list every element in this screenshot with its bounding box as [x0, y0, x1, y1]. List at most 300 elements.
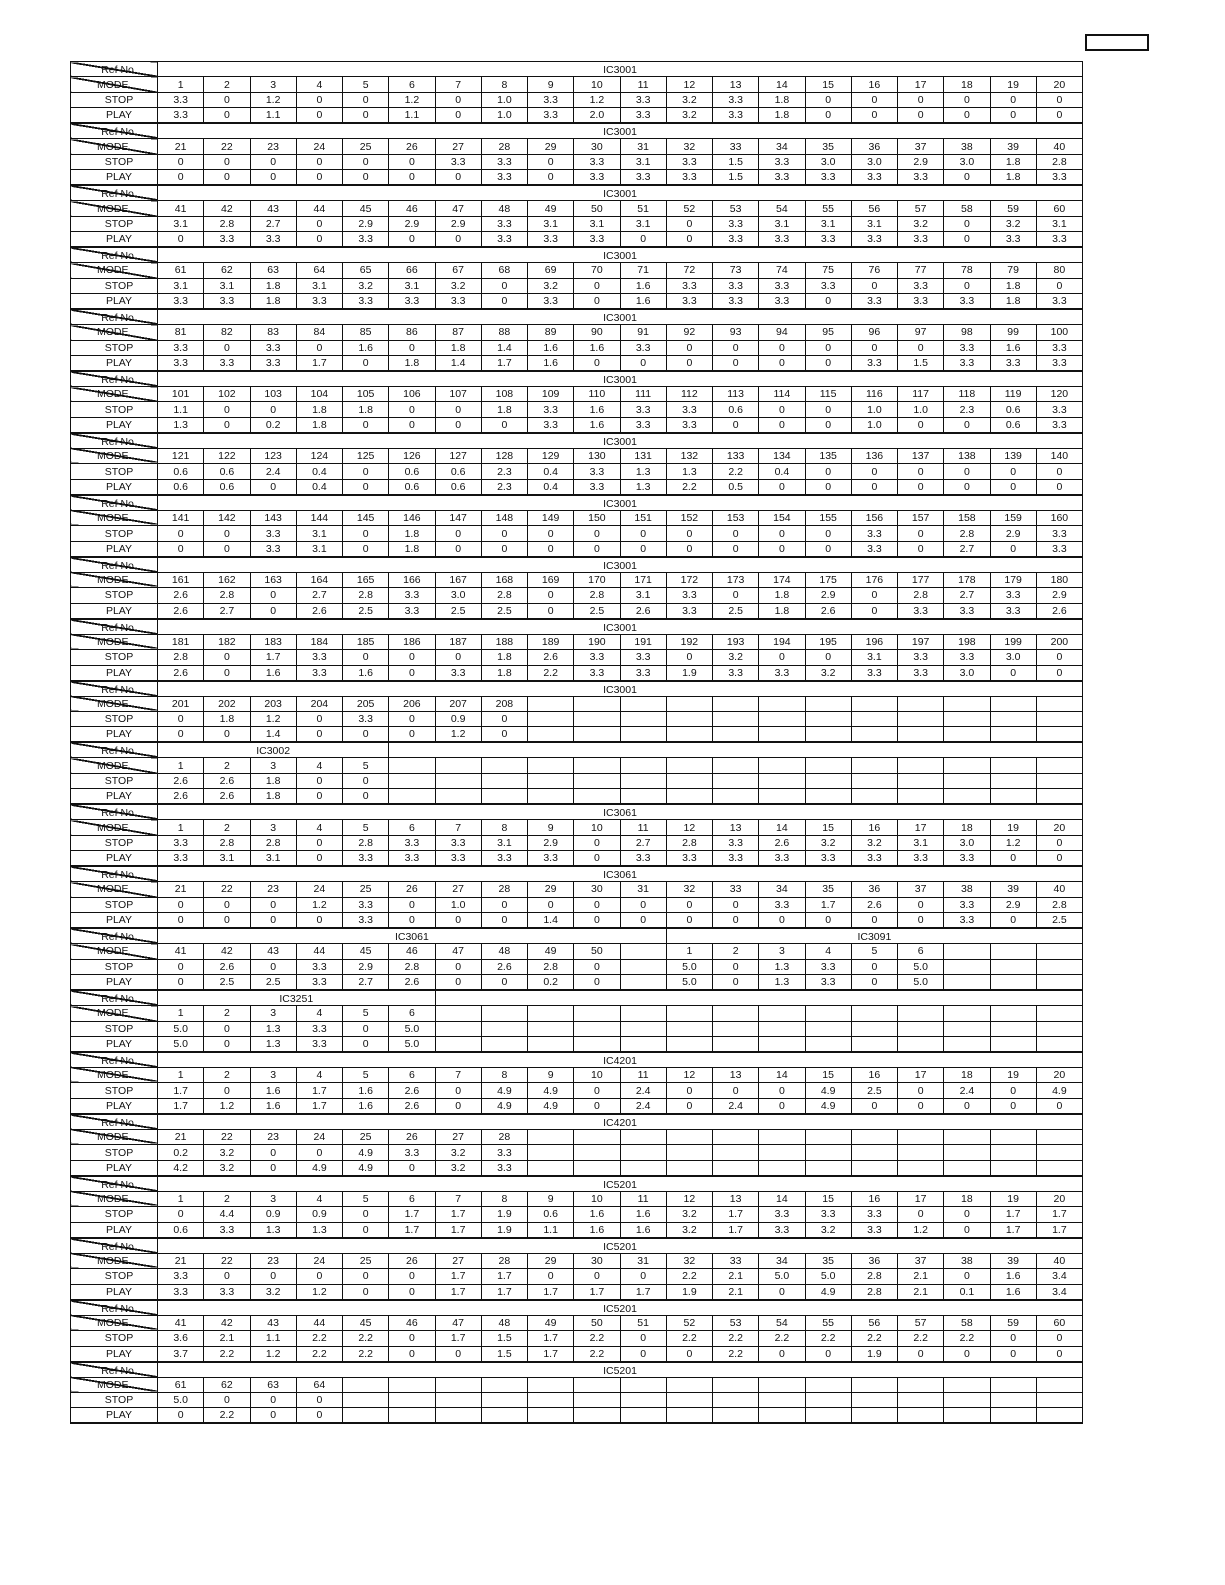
pin-number-cell: 3 — [759, 944, 805, 959]
pin-number-cell: 201 — [158, 696, 204, 711]
ic-ref-label: IC3001 — [158, 681, 1083, 696]
stop-voltage-cell: 1.0 — [898, 402, 944, 417]
play-voltage-cell: 3.3 — [528, 108, 574, 124]
stop-voltage-cell: 0 — [389, 1269, 435, 1284]
pin-number-cell: 136 — [851, 448, 897, 463]
pin-number-cell: 26 — [389, 1253, 435, 1268]
ic-ref-label: IC3091 — [666, 928, 1082, 943]
pin-number-cell — [481, 758, 527, 773]
play-voltage-cell: 0 — [1036, 665, 1082, 681]
play-voltage-cell: 0 — [481, 727, 527, 743]
play-voltage-cell — [759, 1037, 805, 1053]
pin-number-cell: 42 — [204, 1315, 250, 1330]
stop-voltage-cell: 2.5 — [851, 1083, 897, 1098]
pin-number-cell: 41 — [158, 201, 204, 216]
pin-number-cell — [620, 944, 666, 959]
play-voltage-cell: 3.3 — [158, 294, 204, 310]
pin-number-cell: 89 — [528, 325, 574, 340]
pin-number-cell: 115 — [805, 387, 851, 402]
pin-number-cell: 23 — [250, 1253, 296, 1268]
pin-number-cell: 171 — [620, 572, 666, 587]
play-voltage-cell: 1.8 — [250, 294, 296, 310]
pin-number-cell: 101 — [158, 387, 204, 402]
stop-voltage-cell: 1.2 — [389, 92, 435, 107]
play-voltage-cell — [713, 1160, 759, 1176]
ref-no-label: Ref No. — [71, 681, 158, 696]
play-voltage-cell: 3.3 — [574, 665, 620, 681]
play-voltage-cell — [898, 789, 944, 805]
play-voltage-cell — [713, 789, 759, 805]
page-number-box — [1085, 34, 1149, 51]
ref-no-label: Ref No. — [71, 1176, 158, 1191]
stop-voltage-cell: 1.0 — [851, 402, 897, 417]
pin-number-cell: 35 — [805, 882, 851, 897]
play-voltage-cell: 3.3 — [944, 294, 990, 310]
pin-number-cell — [713, 1006, 759, 1021]
stop-voltage-cell — [944, 959, 990, 974]
stop-voltage-cell: 2.2 — [805, 1331, 851, 1346]
ic-ref-label: IC3061 — [158, 804, 1083, 819]
pin-number-cell: 20 — [1036, 820, 1082, 835]
pin-number-cell: 194 — [759, 634, 805, 649]
stop-voltage-cell: 0.9 — [250, 1207, 296, 1222]
play-voltage-cell: 0 — [759, 1098, 805, 1114]
pin-number-cell: 31 — [620, 882, 666, 897]
play-voltage-cell — [944, 789, 990, 805]
pin-number-cell — [805, 1377, 851, 1392]
play-voltage-cell: 3.3 — [990, 603, 1036, 619]
pin-number-cell: 1 — [158, 1191, 204, 1206]
stop-voltage-cell — [713, 1392, 759, 1407]
play-voltage-cell: 0.6 — [158, 1222, 204, 1238]
stop-voltage-cell: 3.1 — [1036, 216, 1082, 231]
ref-no-row — [71, 804, 1083, 819]
stop-voltage-cell: 0 — [713, 897, 759, 912]
stop-voltage-cell: 2.2 — [713, 464, 759, 479]
pin-number-cell: 113 — [713, 387, 759, 402]
play-voltage-cell: 0 — [713, 541, 759, 557]
stop-voltage-cell — [1036, 1021, 1082, 1036]
play-voltage-cell: 0 — [1036, 108, 1082, 124]
pin-number-cell: 53 — [713, 201, 759, 216]
mode-label: MODE — [71, 944, 158, 959]
ref-no-row — [71, 433, 1083, 448]
play-voltage-cell — [528, 1037, 574, 1053]
stop-voltage-cell: 0 — [435, 402, 481, 417]
pin-number-cell: 65 — [343, 263, 389, 278]
play-voltage-cell — [389, 789, 435, 805]
stop-voltage-cell — [944, 1021, 990, 1036]
play-voltage-cell: 3.3 — [1036, 356, 1082, 372]
pin-number-cell: 159 — [990, 510, 1036, 525]
stop-voltage-cell: 0 — [343, 154, 389, 169]
pin-number-cell: 57 — [898, 1315, 944, 1330]
play-voltage-cell: 2.6 — [204, 789, 250, 805]
pin-number-cell: 12 — [666, 77, 712, 92]
stop-voltage-cell: 0 — [158, 712, 204, 727]
play-voltage-cell: 0 — [435, 108, 481, 124]
pin-number-cell: 108 — [481, 387, 527, 402]
play-voltage-cell: 2.5 — [1036, 913, 1082, 929]
play-voltage-cell: 0 — [666, 232, 712, 248]
play-voltage-cell: 1.6 — [574, 1222, 620, 1238]
pin-number-cell: 58 — [944, 1315, 990, 1330]
ic-ref-label: IC3002 — [158, 742, 389, 757]
mode-row — [71, 1315, 1083, 1330]
stop-voltage-cell: 0 — [666, 1083, 712, 1098]
pin-number-cell: 9 — [528, 77, 574, 92]
play-label: PLAY — [71, 975, 158, 991]
stop-voltage-cell: 0 — [435, 92, 481, 107]
stop-voltage-cell: 0 — [528, 526, 574, 541]
stop-label: STOP — [71, 1207, 158, 1222]
play-voltage-cell: 1.8 — [389, 541, 435, 557]
stop-voltage-cell: 0.2 — [158, 1145, 204, 1160]
play-voltage-cell: 3.2 — [435, 1160, 481, 1176]
pin-number-cell: 23 — [250, 882, 296, 897]
play-row — [71, 603, 1083, 619]
play-voltage-cell: 0 — [343, 1284, 389, 1300]
stop-voltage-cell: 2.2 — [666, 1331, 712, 1346]
stop-voltage-cell: 3.1 — [389, 278, 435, 293]
stop-voltage-cell: 3.2 — [528, 278, 574, 293]
pin-number-cell: 1 — [158, 1067, 204, 1082]
stop-voltage-cell: 0 — [713, 1083, 759, 1098]
stop-voltage-cell — [944, 1392, 990, 1407]
pin-number-cell: 92 — [666, 325, 712, 340]
pin-number-cell: 28 — [481, 139, 527, 154]
pin-number-cell: 193 — [713, 634, 759, 649]
stop-voltage-cell: 1.8 — [204, 712, 250, 727]
play-voltage-cell: 3.3 — [759, 294, 805, 310]
pin-number-cell: 23 — [250, 1129, 296, 1144]
ref-no-row — [71, 371, 1083, 386]
play-voltage-cell: 0 — [343, 417, 389, 433]
pin-number-cell — [528, 1377, 574, 1392]
mode-row — [71, 944, 1083, 959]
stop-voltage-cell: 0 — [1036, 1331, 1082, 1346]
stop-voltage-cell — [990, 712, 1036, 727]
pin-number-cell: 60 — [1036, 1315, 1082, 1330]
stop-voltage-cell — [389, 773, 435, 788]
stop-voltage-cell: 3.3 — [481, 154, 527, 169]
play-voltage-cell: 3.3 — [805, 170, 851, 186]
pin-number-cell: 93 — [713, 325, 759, 340]
stop-voltage-cell — [759, 1145, 805, 1160]
play-voltage-cell: 3.3 — [620, 108, 666, 124]
pin-number-cell: 19 — [990, 1067, 1036, 1082]
play-voltage-cell: 3.3 — [435, 294, 481, 310]
stop-voltage-cell: 1.8 — [250, 773, 296, 788]
play-voltage-cell: 1.0 — [851, 417, 897, 433]
pin-number-cell: 52 — [666, 201, 712, 216]
play-voltage-cell: 2.6 — [1036, 603, 1082, 619]
stop-voltage-cell: 3.2 — [666, 1207, 712, 1222]
stop-voltage-cell: 3.3 — [666, 278, 712, 293]
play-voltage-cell: 0.6 — [435, 479, 481, 495]
play-voltage-cell: 1.7 — [620, 1284, 666, 1300]
pin-number-cell: 152 — [666, 510, 712, 525]
play-voltage-cell: 4.9 — [296, 1160, 342, 1176]
play-voltage-cell: 3.3 — [851, 170, 897, 186]
stop-voltage-cell: 5.0 — [158, 1392, 204, 1407]
pin-number-cell — [805, 696, 851, 711]
stop-voltage-cell: 1.7 — [1036, 1207, 1082, 1222]
stop-voltage-cell — [944, 1145, 990, 1160]
play-voltage-cell: 2.8 — [851, 1284, 897, 1300]
play-voltage-cell: 3.3 — [713, 294, 759, 310]
mode-row — [71, 1191, 1083, 1206]
play-voltage-cell: 1.6 — [990, 1284, 1036, 1300]
pin-number-cell: 4 — [296, 1191, 342, 1206]
stop-voltage-cell — [759, 773, 805, 788]
stop-voltage-cell: 0 — [296, 340, 342, 355]
play-voltage-cell: 0 — [805, 417, 851, 433]
play-voltage-cell: 0 — [805, 541, 851, 557]
pin-number-cell: 28 — [481, 1129, 527, 1144]
play-voltage-cell — [1036, 1160, 1082, 1176]
stop-voltage-cell: 3.2 — [435, 1145, 481, 1160]
stop-voltage-cell: 0 — [1036, 92, 1082, 107]
stop-voltage-cell: 2.8 — [158, 650, 204, 665]
stop-voltage-cell: 0 — [343, 464, 389, 479]
play-voltage-cell: 0 — [389, 727, 435, 743]
play-voltage-cell: 0 — [158, 1408, 204, 1424]
pin-number-cell: 144 — [296, 510, 342, 525]
play-voltage-cell: 3.3 — [296, 1037, 342, 1053]
pin-number-cell: 145 — [343, 510, 389, 525]
play-voltage-cell: 0 — [389, 1346, 435, 1362]
stop-voltage-cell: 3.3 — [528, 402, 574, 417]
pin-number-cell: 3 — [250, 758, 296, 773]
stop-label: STOP — [71, 835, 158, 850]
play-voltage-cell — [481, 789, 527, 805]
play-voltage-cell: 3.3 — [389, 851, 435, 867]
pin-number-cell: 176 — [851, 572, 897, 587]
stop-voltage-cell: 2.8 — [666, 835, 712, 850]
pin-number-cell: 24 — [296, 139, 342, 154]
play-voltage-cell: 3.3 — [204, 1222, 250, 1238]
pin-number-cell: 52 — [666, 1315, 712, 1330]
stop-voltage-cell: 0.6 — [204, 464, 250, 479]
play-voltage-cell: 2.5 — [204, 975, 250, 991]
stop-voltage-cell: 0 — [759, 1083, 805, 1098]
play-voltage-cell: 1.4 — [250, 727, 296, 743]
pin-number-cell — [759, 1006, 805, 1021]
play-voltage-cell: 1.3 — [250, 1222, 296, 1238]
play-voltage-cell: 0.6 — [389, 479, 435, 495]
stop-voltage-cell: 0 — [528, 1269, 574, 1284]
stop-voltage-cell: 3.1 — [851, 216, 897, 231]
play-voltage-cell: 0 — [296, 851, 342, 867]
stop-voltage-cell: 3.3 — [481, 216, 527, 231]
pin-number-cell: 104 — [296, 387, 342, 402]
ref-no-label: Ref No. — [71, 1238, 158, 1253]
play-label: PLAY — [71, 727, 158, 743]
play-voltage-cell: 2.7 — [944, 541, 990, 557]
ref-no-label: Ref No. — [71, 185, 158, 200]
stop-voltage-cell: 1.7 — [435, 1331, 481, 1346]
stop-voltage-cell: 1.2 — [296, 897, 342, 912]
stop-voltage-cell: 0 — [713, 959, 759, 974]
pin-number-cell: 203 — [250, 696, 296, 711]
stop-voltage-cell: 1.0 — [435, 897, 481, 912]
pin-number-cell: 14 — [759, 1067, 805, 1082]
pin-number-cell: 196 — [851, 634, 897, 649]
stop-voltage-cell: 0 — [389, 897, 435, 912]
play-voltage-cell: 1.6 — [250, 665, 296, 681]
play-voltage-cell — [898, 1037, 944, 1053]
pin-number-cell: 4 — [296, 758, 342, 773]
play-voltage-cell: 0 — [990, 913, 1036, 929]
play-voltage-cell — [944, 1037, 990, 1053]
play-voltage-cell: 3.3 — [805, 851, 851, 867]
stop-voltage-cell: 1.2 — [990, 835, 1036, 850]
stop-voltage-cell: 5.0 — [898, 959, 944, 974]
pin-number-cell: 48 — [481, 201, 527, 216]
stop-voltage-cell — [898, 712, 944, 727]
stop-voltage-cell — [435, 1021, 481, 1036]
stop-label: STOP — [71, 92, 158, 107]
pin-number-cell: 114 — [759, 387, 805, 402]
play-row — [71, 170, 1083, 186]
pin-number-cell — [805, 1129, 851, 1144]
play-voltage-cell: 3.3 — [898, 851, 944, 867]
pin-number-cell: 116 — [851, 387, 897, 402]
stop-row — [71, 278, 1083, 293]
ic-ref-label: IC3001 — [158, 247, 1083, 262]
stop-voltage-cell: 3.3 — [713, 92, 759, 107]
pin-number-cell: 138 — [944, 448, 990, 463]
pin-number-cell: 197 — [898, 634, 944, 649]
play-voltage-cell: 0 — [435, 541, 481, 557]
play-voltage-cell: 0.4 — [528, 479, 574, 495]
play-voltage-cell: 1.7 — [528, 1346, 574, 1362]
play-row — [71, 851, 1083, 867]
play-voltage-cell — [805, 1037, 851, 1053]
stop-voltage-cell: 0 — [296, 216, 342, 231]
play-voltage-cell — [435, 1408, 481, 1424]
play-voltage-cell: 0 — [851, 108, 897, 124]
play-voltage-cell — [713, 1408, 759, 1424]
stop-voltage-cell: 0 — [898, 897, 944, 912]
pin-number-cell — [759, 1129, 805, 1144]
stop-voltage-cell: 1.9 — [481, 1207, 527, 1222]
play-voltage-cell — [666, 1408, 712, 1424]
play-voltage-cell: 3.3 — [389, 603, 435, 619]
play-voltage-cell: 1.8 — [296, 417, 342, 433]
pin-number-cell — [851, 1129, 897, 1144]
stop-row — [71, 1331, 1083, 1346]
pin-number-cell: 11 — [620, 1191, 666, 1206]
play-voltage-cell — [574, 727, 620, 743]
stop-voltage-cell — [574, 1392, 620, 1407]
play-voltage-cell: 3.3 — [1036, 417, 1082, 433]
pin-number-cell: 59 — [990, 201, 1036, 216]
stop-voltage-cell: 0 — [666, 526, 712, 541]
play-voltage-cell: 3.3 — [759, 232, 805, 248]
stop-voltage-cell: 0 — [666, 340, 712, 355]
ic-ref-label: IC3251 — [158, 990, 436, 1005]
stop-voltage-cell: 0 — [944, 1207, 990, 1222]
stop-voltage-cell: 0 — [389, 1331, 435, 1346]
stop-voltage-cell: 3.3 — [851, 526, 897, 541]
play-voltage-cell: 3.7 — [158, 1346, 204, 1362]
stop-voltage-cell: 0 — [805, 340, 851, 355]
play-voltage-cell: 2.6 — [805, 603, 851, 619]
stop-voltage-cell: 2.6 — [528, 650, 574, 665]
play-voltage-cell: 3.1 — [296, 541, 342, 557]
stop-voltage-cell: 0 — [296, 154, 342, 169]
stop-voltage-cell: 2.9 — [528, 835, 574, 850]
play-voltage-cell: 2.2 — [204, 1346, 250, 1362]
play-voltage-cell: 0 — [620, 232, 666, 248]
pin-number-cell — [944, 1006, 990, 1021]
pin-number-cell: 43 — [250, 201, 296, 216]
play-voltage-cell: 3.3 — [666, 294, 712, 310]
stop-voltage-cell: 0 — [1036, 464, 1082, 479]
ref-no-row — [71, 1238, 1083, 1253]
play-voltage-cell: 3.3 — [898, 232, 944, 248]
play-voltage-cell: 0 — [389, 1284, 435, 1300]
stop-label: STOP — [71, 340, 158, 355]
stop-voltage-cell — [528, 1392, 574, 1407]
play-voltage-cell: 0 — [481, 975, 527, 991]
play-voltage-cell: 0.1 — [944, 1284, 990, 1300]
play-voltage-cell: 3.3 — [481, 232, 527, 248]
stop-voltage-cell: 1.6 — [574, 1207, 620, 1222]
pin-number-cell: 90 — [574, 325, 620, 340]
stop-voltage-cell: 3.2 — [805, 835, 851, 850]
stop-voltage-cell — [713, 773, 759, 788]
pin-number-cell: 62 — [204, 263, 250, 278]
stop-voltage-cell: 0 — [574, 278, 620, 293]
pin-number-cell — [481, 1006, 527, 1021]
pin-number-cell: 95 — [805, 325, 851, 340]
pin-number-cell — [389, 1377, 435, 1392]
pin-number-cell: 50 — [574, 944, 620, 959]
stop-voltage-cell: 0 — [343, 92, 389, 107]
stop-voltage-cell: 0 — [343, 650, 389, 665]
pin-number-cell — [990, 1129, 1036, 1144]
stop-voltage-cell — [528, 1145, 574, 1160]
pin-number-cell — [574, 1129, 620, 1144]
stop-voltage-cell: 1.7 — [435, 1269, 481, 1284]
play-voltage-cell: 0 — [528, 541, 574, 557]
pin-number-cell: 56 — [851, 1315, 897, 1330]
play-voltage-cell: 3.3 — [851, 294, 897, 310]
stop-voltage-cell: 1.2 — [574, 92, 620, 107]
play-voltage-cell — [713, 727, 759, 743]
stop-voltage-cell: 0 — [666, 650, 712, 665]
play-voltage-cell: 0 — [574, 975, 620, 991]
play-voltage-cell: 3.3 — [389, 294, 435, 310]
play-voltage-cell: 2.6 — [158, 665, 204, 681]
pin-number-cell: 63 — [250, 263, 296, 278]
stop-voltage-cell: 1.3 — [250, 1021, 296, 1036]
stop-row — [71, 216, 1083, 231]
stop-label: STOP — [71, 897, 158, 912]
play-voltage-cell — [574, 1160, 620, 1176]
pin-number-cell: 112 — [666, 387, 712, 402]
stop-label: STOP — [71, 1331, 158, 1346]
play-voltage-cell: 0 — [990, 108, 1036, 124]
pin-number-cell: 63 — [250, 1377, 296, 1392]
pin-number-cell: 54 — [759, 201, 805, 216]
play-voltage-cell — [435, 789, 481, 805]
pin-number-cell: 180 — [1036, 572, 1082, 587]
play-voltage-cell: 0 — [204, 417, 250, 433]
